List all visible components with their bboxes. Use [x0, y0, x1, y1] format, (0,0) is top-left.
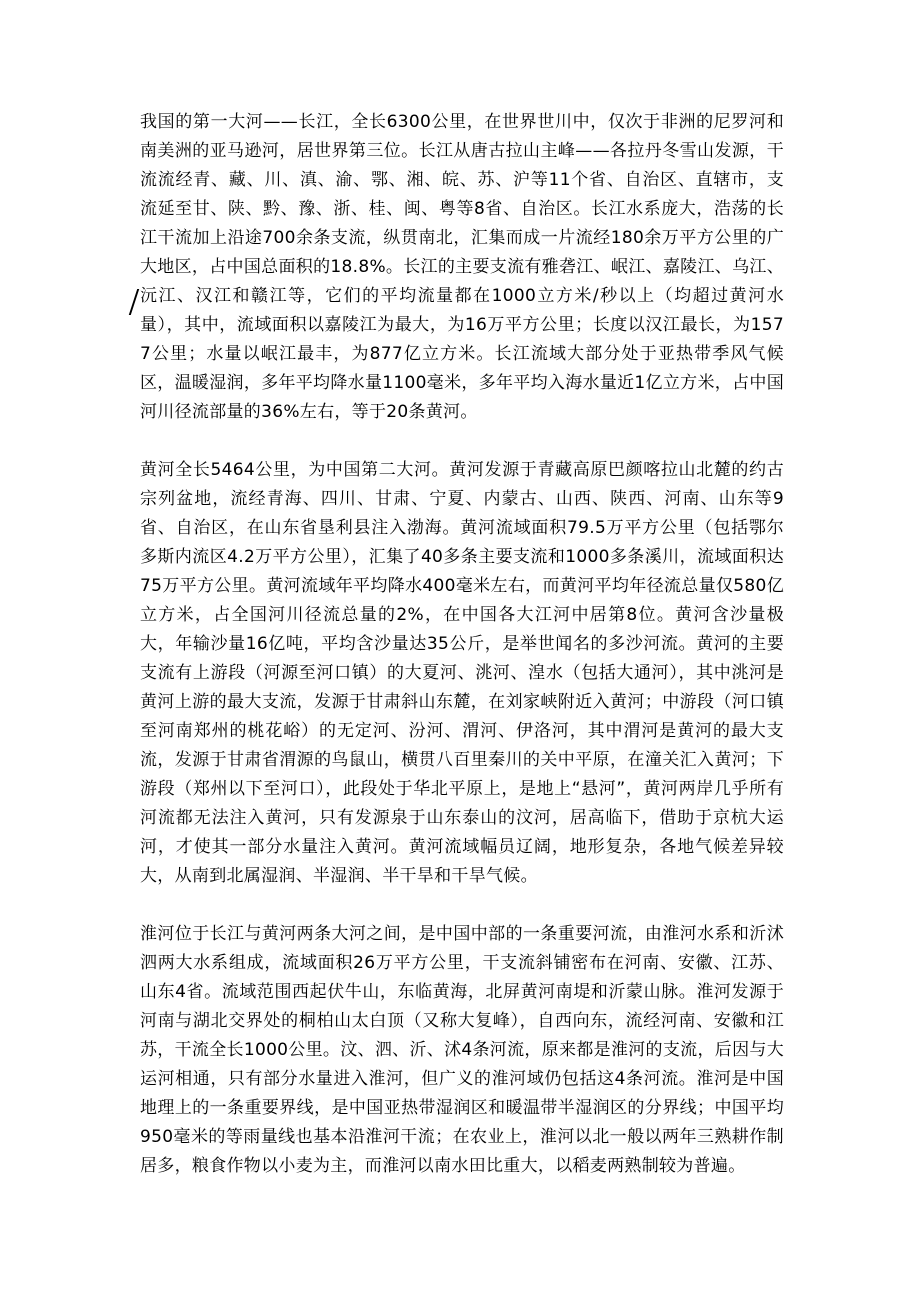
paragraph-yangtze: 我国的第一大河——长江，全长6300公里，在世界世川中，仅次于非洲的尼罗河和南美洲的亚马逊河，居世界第三位。长江从唐古拉山主峰——各拉丹冬雪山发源，干流流经青、藏、川、滇、渝、鄂、湘、皖、苏、沪等11个省、自治区、直辖市，支流延至甘、陕、黔、豫、浙、桂、闽、粤等8省、自治区。长江水系庞大，浩荡的长江干流加上沿途700余条支流，纵贯南北，汇集而成一片流经180余万平方公里的广大地区，占中国总面积的18.8%。长江的主要支流有雅砻江、岷江、嘉陵江、乌江、沅江、汉江和赣江等，它们的平均流量都在1000立方米/秒以上（均超过黄河水量），其中，流域面积以嘉陵江为最大，为16万平方公里；长度以汉江最长，为1577公里；水量以岷江最丰，为877亿立方米。长江流域大部分处于亚热带季风气候区，温暖湿润，多年平均降水量1100毫米，多年平均入海水量近1亿立方米，占中国河川径流部量的36%左右，等于20条黄河。	[140, 112, 784, 422]
text-cursor-icon	[129, 289, 139, 315]
paragraph-yellow-river: 黄河全长5464公里，为中国第二大河。黄河发源于青藏高原巴颜喀拉山北麓的约古宗列盆地，流经青海、四川、甘肃、宁夏、内蒙古、山西、陕西、河南、山东等9省、自治区，在山东省垦利县注入渤海。黄河流域面积79.5万平方公里（包括鄂尔多斯内流区4.2万平方公里），汇集了40多条主要支流和1000多条溪川，流域面积达75万平方公里。黄河流域年平均降水400毫米左右，而黄河平均年径流总量仅580亿立方米，占全国河川径流总量的2%，在中国各大江河中居第8位。黄河含沙量极大，年输沙量16亿吨，平均含沙量达35公斤，是举世闻名的多沙河流。黄河的主要支流有上游段（河源至河口镇）的大夏河、洮河、湟水（包括大通河），其中洮河是黄河上游的最大支流，发源于甘肃斜山东麓，在刘家峡附近入黄河；中游段（河口镇至河南郑州的桃花峪）的无定河、汾河、渭河、伊洛河，其中渭河是黄河的最大支流，发源于甘肃省渭源的鸟鼠山，横贯八百里秦川的关中平原，在潼关汇入黄河；下游段（郑州以下至河口），此段处于华北平原上，是地上“悬河”，黄河两岸几乎所有河流都无法注入黄河，只有发源泉于山东泰山的汶河，居高临下，借助于京杭大运河，才使其一部分水量注入黄河。黄河流域幅员辽阔，地形复杂，各地气候差异较大，从南到北属湿润、半湿润、半干旱和干旱气候。	[140, 460, 784, 886]
paragraph-huai-river: 淮河位于长江与黄河两条大河之间，是中国中部的一条重要河流，由淮河水系和沂沭泗两大水系组成，流域面积26万平方公里，干支流斜铺密布在河南、安徽、江苏、山东4省。流域范围西起伏牛山，东临黄海，北屏黄河南堤和沂蒙山脉。淮河发源于河南与湖北交界处的桐柏山太白顶（又称大复峰），自西向东，流经河南、安徽和江苏，干流全长1000公里。汶、泗、沂、沭4条河流，原来都是淮河的支流，后因与大运河相通，只有部分水量进入淮河，但广义的淮河域仍包括这4条河流。淮河是中国地理上的一条重要界线，是中国亚热带湿润区和暖温带半湿润区的分界线；中国平均950毫米的等雨量线也基本沿淮河干流；在农业上，淮河以北一般以两年三熟耕作制居多，粮食作物以小麦为主，而淮河以南水田比重大，以稻麦两熟制较为普遍。	[140, 924, 784, 1176]
document-body	[140, 108, 784, 1210]
